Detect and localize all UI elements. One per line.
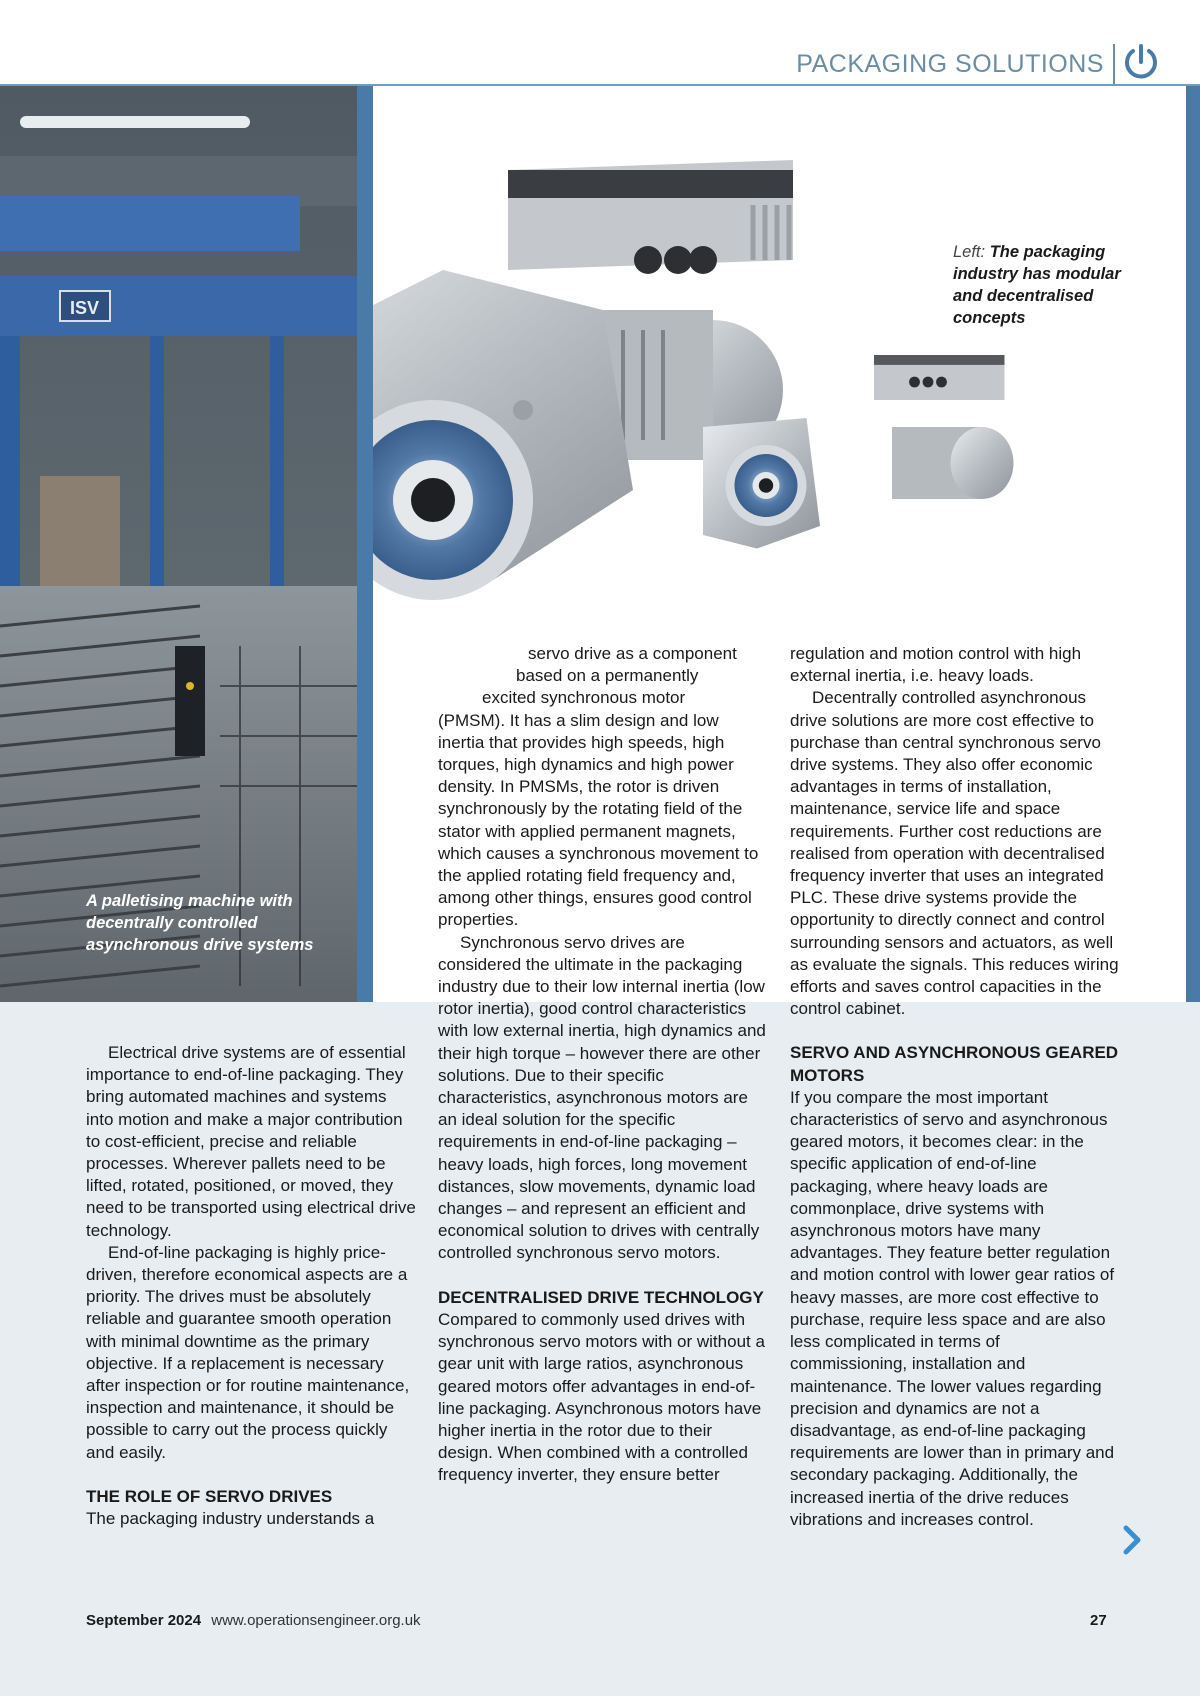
article-paragraph: regulation and motion control with high external inertia, i.e. heavy loads. (790, 644, 1082, 686)
chevron-right-icon[interactable] (1120, 1520, 1144, 1560)
page-number: 27 (1090, 1612, 1107, 1629)
motor-image-caption (953, 241, 1143, 329)
article-paragraph: If you compare the most important characteristics of servo and asynchronous geared motors, it becomes clear: in the specific application of end-of-line packaging, where heavy loads are commonplace, drive systems with asynchronous motors have many advantages. They feature better regulation and motion control with lower gear ratios of heavy masses, are more cost effective to purchase, require less space and are also less complicated in terms of commissioning, installation and maintenance. The lower values regarding precision and dynamics are not a disadvantage, as end-of-line packaging requirements are lower than in primary and secondary packaging. Additionally, the increased inertia of the drive reduces vibrations and increases control. (790, 1087, 1115, 1529)
photo-accent-band (357, 86, 373, 1002)
isv-logo: ISV (70, 298, 100, 318)
article-line: servo drive as a component (528, 644, 737, 663)
website-url[interactable]: www.operationsengineer.org.uk (211, 1612, 421, 1629)
article-line: based on a permanently (516, 666, 699, 686)
section-heading-servo-drives: THE ROLE OF SERVO DRIVES (86, 1486, 333, 1506)
palletising-machine-photo (0, 86, 357, 1002)
article-paragraph: (PMSM). It has a slim design and low inertia that provides high speeds, high torques, high dynamics and high power density. In PMSMs, the rotor is driven synchronously by the rotating field of the stator with applied permanent magnets, which causes a synchronous movement to the applied rotating field frequency and, among other things, ensures good control properties. (438, 710, 759, 930)
article-paragraph: Synchronous servo drives are considered the ultimate in the packaging industry due to their low internal inertia (low rotor inertia), good control characteristics with low external inertia, high dynamics and their high torque – however there are other solutions. Due to their specific characteristics, asynchronous motors are an ideal solution for the specific requirements in end-of-line packaging – heavy loads, high forces, long movement distances, slow movements, dynamic load changes – and represent an efficient and economical solution to drives with centrally controlled synchronous servo motors. (438, 932, 766, 1263)
right-accent-band (1186, 86, 1200, 1002)
title-divider (1113, 44, 1115, 84)
article-paragraph: The packaging industry understands a (86, 1509, 375, 1529)
article-column-1 (86, 1042, 416, 1530)
geared-motor-image (373, 110, 1186, 622)
issue-date: September 2024 (86, 1612, 202, 1629)
article-column-2 (438, 643, 768, 1487)
section-title: PACKAGING SOLUTIONS (796, 50, 1104, 78)
article-paragraph: Electrical drive systems are of essential importance to end-of-line packaging. They bring automated machines and systems into motion and make a major contribution to cost-efficient, precise and reliable processes. Wherever pallets need to be lifted, rotated, positioned, or moved, they need to be transported using electrical drive technology. (86, 1043, 416, 1240)
article-paragraph: Decentrally controlled asynchronous drive solutions are more cost effective to purchase than central synchronous servo drive systems. They also offer economic advantages in terms of installation, maintenance, service life and space requirements. Further cost reductions are realised from operation with decentralised frequency inverter that uses an integrated PLC. These drive systems provide the opportunity to directly connect and control surrounding sensors and actuators, as well as evaluate the signals. This reduces wiring efforts and saves control capacities in the control cabinet. (790, 688, 1119, 1019)
caption-text: The packaging industry has modular and decentralised concepts (953, 243, 1121, 327)
article-column-3 (790, 643, 1120, 1531)
page-footer (86, 1612, 421, 1629)
article-paragraph: End-of-line packaging is highly price-driven, therefore economical aspects are a priority. The drives must be absolutely reliable and guarantee smooth operation with minimal downtime as the primary objective. If a replacement is necessary after inspection or for routine maintenance, inspection and maintenance, it should be possible to carry out the process quickly and easily. (86, 1242, 410, 1462)
power-icon (1121, 42, 1161, 82)
palletising-machine-image (0, 86, 357, 1002)
article-paragraph: Compared to commonly used drives with synchronous servo motors with or without a gear unit with large ratios, asynchronous geared motors offer advantages in end-of-line packaging. Asynchronous motors have higher inertia in the rotor due to their design. When combined with a controlled frequency inverter, they ensure better (438, 1309, 765, 1485)
section-heading-decentralised: DECENTRALISED DRIVE TECHNOLOGY (438, 1287, 764, 1307)
photo-caption: A palletising machine with decentrally controlled asynchronous drive systems (86, 892, 314, 954)
section-heading-geared-motors: SERVO AND ASYNCHRONOUS GEARED MOTORS (790, 1043, 1119, 1085)
caption-lead: Left: (953, 243, 986, 261)
article-line: excited synchronous motor (482, 688, 686, 708)
